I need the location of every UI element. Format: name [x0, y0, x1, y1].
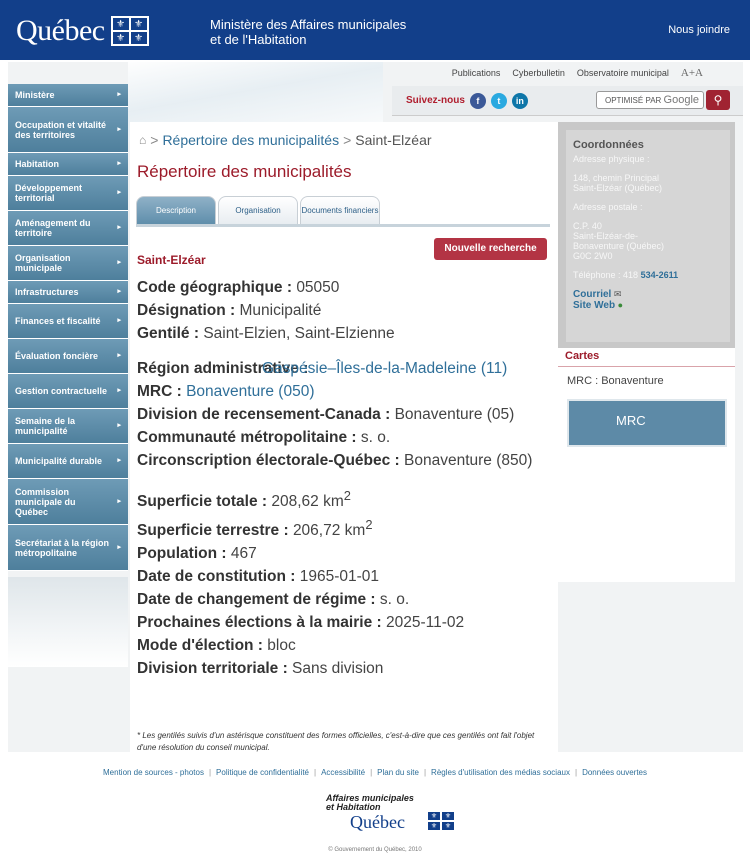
- sidebar-item-label: Commission municipale du Québec: [15, 486, 76, 517]
- phone-number[interactable]: 534-2611: [640, 270, 679, 280]
- detail-circonscription: [137, 449, 555, 472]
- tab-bar: [136, 196, 380, 224]
- chevron-right-icon: ▸: [117, 543, 121, 551]
- detail-value: s. o.: [360, 429, 391, 446]
- sidebar-item[interactable]: [8, 304, 128, 339]
- detail-division: [137, 403, 555, 426]
- footer-link[interactable]: Mention de sources - photos: [103, 768, 204, 777]
- chevron-right-icon: ▸: [117, 317, 121, 324]
- sidebar-item[interactable]: [8, 246, 128, 281]
- sidebar-item[interactable]: [8, 479, 128, 525]
- maps-panel: [558, 348, 735, 582]
- sidebar-item-label: Organisation municipale: [15, 253, 71, 273]
- detail-value: Saint-Elzien, Saint-Elzienne: [203, 325, 395, 342]
- font-size-toggle[interactable]: A+A: [680, 67, 703, 79]
- search-button[interactable]: ⚲: [706, 90, 730, 110]
- footer-link[interactable]: Plan du site: [377, 768, 419, 777]
- detail-label: Circonscription électorale-Québec :: [137, 452, 400, 469]
- search-placeholder: OPTIMISÉ PAR: [605, 96, 662, 105]
- postal-address-line1: C.P. 40: [573, 221, 602, 231]
- chevron-right-icon: ▸: [117, 224, 121, 231]
- sidebar-item-label: Finances et fiscalité: [15, 316, 101, 326]
- footer-link[interactable]: Accessibilité: [321, 768, 366, 777]
- detail-label: Division territoriale :: [137, 660, 288, 678]
- detail-code: [137, 276, 555, 299]
- coordinates-box: [566, 130, 730, 342]
- right-sidebar: [558, 122, 735, 582]
- ministry-name: [210, 17, 406, 47]
- municipality-details: [137, 276, 555, 680]
- top-banner: [0, 0, 750, 60]
- detail-label: MRC :: [137, 383, 182, 400]
- mrc-map-text: MRC: [616, 413, 646, 428]
- detail-label: Superficie totale :: [137, 493, 268, 511]
- detail-label: Code géographique :: [137, 279, 292, 296]
- email-row: [573, 289, 723, 300]
- sidebar-item[interactable]: [8, 84, 128, 107]
- sidebar-item[interactable]: [8, 409, 128, 444]
- fleur-de-lis-icon: ⚜ ⚜ ⚜ ⚜: [426, 810, 456, 832]
- sidebar-item[interactable]: [8, 211, 128, 246]
- footer-link[interactable]: Politique de confidentialité: [216, 768, 309, 777]
- footer-logo-quebec: Québec: [350, 812, 405, 832]
- sidebar-item-label: Développement territorial: [15, 183, 83, 203]
- sidebar-item[interactable]: [8, 525, 128, 571]
- tab-underline: [136, 224, 550, 227]
- footer-link[interactable]: Données ouvertes: [582, 768, 647, 777]
- breadcrumb: [139, 132, 432, 148]
- copyright: © Gouvernement du Québec, 2010: [328, 847, 422, 853]
- observatoire-link[interactable]: Observatoire municipal: [576, 68, 669, 78]
- detail-value: s. o.: [379, 591, 410, 609]
- chevron-right-icon: ▸: [117, 352, 121, 359]
- detail-value: 208,62 km: [271, 493, 344, 511]
- coordinates-title: Coordonnées: [573, 139, 644, 151]
- footer-separator: |: [574, 768, 578, 777]
- detail-label: Mode d'élection :: [137, 637, 263, 655]
- postal-address-line4: G0C 2W0: [573, 251, 613, 261]
- tab-organisation[interactable]: Organisation: [218, 196, 298, 224]
- tab-description[interactable]: Description: [136, 196, 216, 224]
- footer-logo: [326, 794, 456, 834]
- twitter-icon[interactable]: t: [491, 93, 507, 109]
- footer-links: [0, 768, 750, 777]
- facebook-icon[interactable]: f: [470, 93, 486, 109]
- sidebar-item-label: Aménagement du territoire: [15, 218, 91, 238]
- globe-icon: ●: [617, 300, 623, 310]
- footer-separator: |: [370, 768, 373, 777]
- sidebar-item[interactable]: [8, 444, 128, 479]
- chevron-right-icon: ▸: [117, 422, 121, 429]
- chevron-right-icon: ▸: [117, 259, 121, 266]
- breadcrumb-sep: >: [150, 132, 159, 148]
- sidebar-item[interactable]: [8, 176, 128, 211]
- detail-label: Prochaines élections à la mairie :: [137, 614, 382, 632]
- email-link[interactable]: Courriel: [573, 289, 612, 300]
- detail-superficie-totale: Superficie totale : 208,62 $km^2$: [137, 488, 351, 511]
- physical-address-label: Adresse physique :: [573, 154, 650, 164]
- chevron-right-icon: ▸: [117, 288, 121, 295]
- breadcrumb-sep: >: [343, 132, 352, 148]
- detail-population: [137, 542, 555, 565]
- gentile-footnote: * Les gentilés suivis d'un astérisque constituent des formes officielles, c'est-à-dire que ces gentilés ont fait l'objet d'une résolution du conseil municipal.: [137, 731, 535, 752]
- detail-value: 206,72 km: [292, 522, 366, 540]
- follow-label: Suivez-nous: [406, 95, 465, 106]
- google-label: Google: [663, 94, 700, 106]
- detail-label: Superficie terrestre :: [137, 522, 289, 540]
- envelope-icon: ✉: [613, 289, 622, 299]
- detail-elections: [137, 611, 555, 634]
- sidebar-item-label: Évaluation foncière: [15, 351, 99, 361]
- chevron-right-icon: ▸: [117, 387, 121, 394]
- detail-regime: [137, 588, 555, 611]
- municipality-name: Saint-Elzéar: [137, 253, 206, 267]
- sidebar-item[interactable]: [8, 153, 128, 176]
- detail-value: 05050: [296, 279, 340, 296]
- detail-label: Gentilé :: [137, 325, 200, 342]
- mrc-link[interactable]: Bonaventure (050): [186, 383, 315, 400]
- detail-communaute: [137, 426, 555, 449]
- sidebar-item-label: Gestion contractuelle: [15, 386, 108, 396]
- detail-division-territoriale: [137, 657, 555, 680]
- main-content: [130, 122, 558, 752]
- sidebar-item-label: Ministère: [15, 90, 55, 100]
- tab-documents-financiers[interactable]: Documents financiers: [300, 196, 380, 224]
- cyberbulletin-link[interactable]: Cyberbulletin: [512, 68, 565, 78]
- sidebar-item-label: Habitation: [15, 159, 59, 169]
- chevron-right-icon: ▸: [117, 457, 121, 464]
- sidebar-item[interactable]: [8, 339, 128, 374]
- contact-link[interactable]: Nous joindre: [668, 24, 730, 36]
- website-link[interactable]: Site Web: [573, 300, 616, 311]
- physical-address-line2: Saint-Elzéar (Québec): [573, 183, 663, 193]
- physical-address-line1: 148, chemin Principal: [573, 173, 660, 183]
- publications-link[interactable]: Publications: [451, 68, 501, 78]
- postal-address-line3: Bonaventure (Québec): [573, 241, 665, 251]
- detail-label: Région administrative :: [137, 360, 309, 377]
- sidebar-item-label: Occupation et vitalité des territoires: [15, 119, 107, 140]
- chevron-right-icon: ▸: [117, 160, 121, 167]
- breadcrumb-repertoire[interactable]: Répertoire des municipalités: [162, 132, 340, 148]
- detail-mode: [137, 634, 555, 657]
- detail-label: Division de recensement-Canada :: [137, 406, 391, 423]
- region-link[interactable]: Gaspésie–Îles-de-la-Madeleine (11): [262, 360, 508, 377]
- detail-label: Date de changement de régime :: [137, 591, 376, 609]
- detail-label: Communauté métropolitaine :: [137, 429, 357, 446]
- chevron-right-icon: ▸: [117, 91, 121, 98]
- chevron-right-icon: ▸: [117, 497, 121, 505]
- sidebar-item-label: Secrétariat à la région métropolitaine: [15, 537, 110, 558]
- detail-label: Population :: [137, 545, 227, 563]
- detail-value: 2025-11-02: [385, 614, 465, 632]
- fleur-de-lis-icon: ⚜ ⚜ ⚜ ⚜: [111, 16, 149, 46]
- logo-text: Québec: [16, 14, 105, 47]
- detail-value: Sans division: [292, 660, 384, 678]
- maps-title: Cartes: [558, 348, 735, 367]
- ministry-line-1: Ministère des Affaires municipales: [210, 17, 407, 32]
- page-title: Répertoire des municipalités: [137, 162, 352, 181]
- linkedin-icon[interactable]: in: [512, 93, 528, 109]
- footer-logo-line2: et Habitation: [326, 802, 381, 812]
- detail-value: bloc: [267, 637, 296, 655]
- detail-label: Date de constitution :: [137, 568, 296, 586]
- postal-address-label: Adresse postale :: [573, 202, 643, 212]
- quebec-logo[interactable]: [16, 14, 149, 48]
- mrc-map-thumbnail[interactable]: [567, 399, 727, 447]
- breadcrumb-current: Saint-Elzéar: [355, 132, 432, 148]
- new-search-button[interactable]: Nouvelle recherche: [434, 238, 547, 260]
- sidebar-item[interactable]: [8, 107, 128, 153]
- footer-separator: |: [313, 768, 317, 777]
- utility-links: [452, 67, 703, 79]
- website-row: [573, 300, 723, 311]
- detail-constitution: [137, 565, 555, 588]
- sidebar-item[interactable]: [8, 281, 128, 304]
- sidebar-item-label: Municipalité durable: [15, 456, 103, 466]
- footer-separator: |: [208, 768, 212, 777]
- detail-value: Municipalité: [239, 302, 322, 319]
- footer-link[interactable]: Règles d'utilisation des médias sociaux: [431, 768, 570, 777]
- sidebar-item-label: Semaine de la municipalité: [15, 416, 76, 436]
- mrc-map-label: MRC : Bonaventure: [567, 375, 664, 387]
- search-input[interactable]: [596, 91, 704, 109]
- detail-value: Bonaventure (850): [404, 452, 533, 469]
- detail-value: 1965-01-01: [299, 568, 380, 586]
- footer-separator: |: [423, 768, 427, 777]
- detail-mrc: [137, 380, 555, 403]
- ministry-line-2: et de l'Habitation: [210, 32, 307, 47]
- footer-logo-line1: Affaires municipales: [326, 793, 414, 803]
- postal-address-line2: Saint-Elzéar-de-: [573, 231, 639, 241]
- detail-label: Désignation :: [137, 302, 236, 319]
- detail-gentile: [137, 322, 555, 345]
- chevron-right-icon: ▸: [117, 125, 121, 133]
- detail-value: 467: [230, 545, 257, 563]
- detail-value: Bonaventure (05): [394, 406, 515, 423]
- chevron-right-icon: ▸: [117, 189, 121, 196]
- sidebar-item-label: Infrastructures: [15, 287, 79, 297]
- phone: [573, 270, 723, 280]
- phone-label: Téléphone : 418: [573, 270, 639, 280]
- nav-fade: [8, 577, 128, 667]
- detail-superficie-terrestre: Superficie terrestre : 206,72 $km^2$: [137, 517, 373, 540]
- sidebar-nav: [8, 84, 128, 571]
- sidebar-item[interactable]: [8, 374, 128, 409]
- home-icon[interactable]: ⌂: [139, 133, 147, 147]
- detail-designation: [137, 299, 555, 322]
